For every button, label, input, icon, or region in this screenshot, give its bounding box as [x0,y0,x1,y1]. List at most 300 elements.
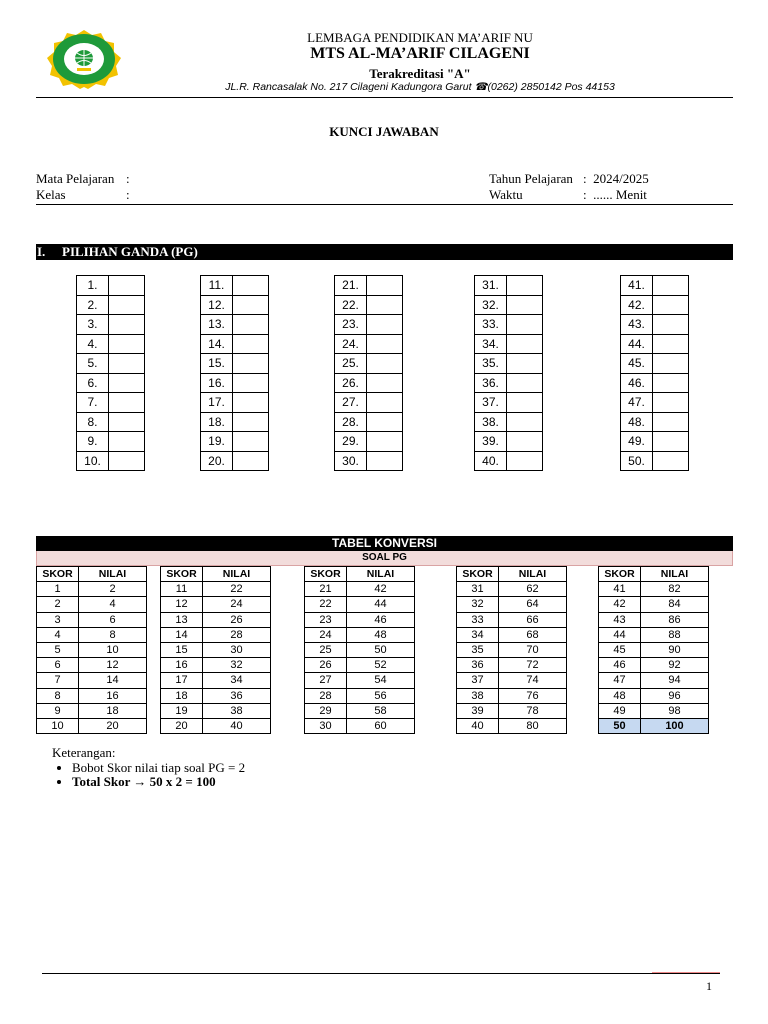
class-separator: : [126,187,130,202]
conversion-subtitle: SOAL PG [36,551,733,566]
skor-cell: 27 [305,673,347,688]
answer-row [475,432,543,452]
conversion-row [37,718,147,733]
skor-cell: 25 [305,642,347,657]
answer-cell[interactable] [653,451,689,471]
answer-cell[interactable] [233,412,269,432]
answer-cell[interactable] [367,315,403,335]
conversion-row [457,703,567,718]
question-number: 21. [335,276,367,296]
conversion-row [457,627,567,642]
question-number: 8. [77,412,109,432]
answer-row [201,412,269,432]
question-number: 35. [475,354,507,374]
conversion-row [37,627,147,642]
skor-cell: 20 [161,718,203,733]
nilai-cell: 24 [203,597,271,612]
answer-cell[interactable] [109,276,145,296]
nilai-cell: 68 [499,627,567,642]
skor-cell: 41 [599,582,641,597]
answer-cell[interactable] [367,373,403,393]
conversion-row [161,688,271,703]
answer-row [335,451,403,471]
skor-header: SKOR [457,567,499,582]
answer-cell[interactable] [233,393,269,413]
conversion-row [599,582,709,597]
answer-cell[interactable] [233,315,269,335]
answer-row [621,295,689,315]
conversion-table [160,566,271,734]
question-number: 40. [475,451,507,471]
answer-cell[interactable] [653,315,689,335]
nilai-cell: 32 [203,658,271,673]
answer-row [475,373,543,393]
nilai-cell: 52 [347,658,415,673]
notes-list [52,761,245,790]
answer-cell[interactable] [507,295,543,315]
skor-cell: 17 [161,673,203,688]
section-title: PILIHAN GANDA (PG) [62,244,198,259]
class-label: Kelas [36,187,66,202]
answer-row [475,276,543,296]
conversion-row [457,688,567,703]
conversion-row [37,582,147,597]
answer-grid-column [76,275,145,471]
question-number: 38. [475,412,507,432]
skor-cell: 2 [37,597,79,612]
answer-cell[interactable] [233,276,269,296]
note-item: • Bobot Skor nilai tiap soal PG = 2 [72,761,245,776]
question-number: 3. [77,315,109,335]
conversion-table [36,566,147,734]
answer-cell[interactable] [653,276,689,296]
nilai-cell: 28 [203,627,271,642]
nilai-cell: 42 [347,582,415,597]
nilai-cell: 18 [79,703,147,718]
school-name: MTS AL-MA’ARIF CILAGENI [310,45,530,62]
question-number: 11. [201,276,233,296]
nilai-cell: 58 [347,703,415,718]
conversion-row [161,673,271,688]
header-divider [36,97,733,98]
skor-cell: 16 [161,658,203,673]
answer-row [77,393,145,413]
nilai-header: NILAI [641,567,709,582]
answer-row [201,393,269,413]
skor-cell: 28 [305,688,347,703]
answer-row [77,334,145,354]
conversion-row [37,597,147,612]
answer-cell[interactable] [233,354,269,374]
conversion-row [305,718,415,733]
answer-row [201,276,269,296]
answer-row [77,295,145,315]
nilai-cell: 84 [641,597,709,612]
answer-cell[interactable] [507,276,543,296]
conversion-row [457,597,567,612]
answer-row [77,412,145,432]
conversion-row [161,627,271,642]
conversion-row [599,627,709,642]
nilai-cell: 14 [79,673,147,688]
note-item: • Total Skor → 50 x 2 = 100 [72,775,245,790]
conversion-row [599,612,709,627]
answer-cell[interactable] [507,334,543,354]
skor-cell: 23 [305,612,347,627]
question-number: 2. [77,295,109,315]
answer-cell[interactable] [109,334,145,354]
nilai-cell: 90 [641,642,709,657]
skor-cell: 9 [37,703,79,718]
conversion-row [305,612,415,627]
subject-label: Mata Pelajaran [36,171,115,186]
answer-cell[interactable] [109,354,145,374]
answer-row [621,393,689,413]
conversion-row [457,658,567,673]
nilai-cell: 70 [499,642,567,657]
nilai-cell: 64 [499,597,567,612]
answer-cell[interactable] [233,334,269,354]
answer-cell[interactable] [367,334,403,354]
question-number: 16. [201,373,233,393]
nilai-cell: 12 [79,658,147,673]
footer-rule [42,973,720,974]
skor-cell: 5 [37,642,79,657]
answer-row [77,276,145,296]
nilai-cell: 66 [499,612,567,627]
conversion-row [161,718,271,733]
conversion-row [305,642,415,657]
conversion-row [599,718,709,733]
question-number: 49. [621,432,653,452]
skor-cell: 48 [599,688,641,703]
conversion-row [37,703,147,718]
question-number: 39. [475,432,507,452]
nilai-cell: 74 [499,673,567,688]
answer-cell[interactable] [367,412,403,432]
conversion-row [305,627,415,642]
answer-row [475,295,543,315]
nilai-cell: 16 [79,688,147,703]
question-number: 33. [475,315,507,335]
section-number: I. [37,244,46,259]
nilai-cell: 92 [641,658,709,673]
answer-row [475,334,543,354]
question-number: 28. [335,412,367,432]
question-number: 37. [475,393,507,413]
answer-cell[interactable] [653,354,689,374]
question-number: 14. [201,334,233,354]
answer-cell[interactable] [367,451,403,471]
skor-cell: 44 [599,627,641,642]
answer-cell[interactable] [507,432,543,452]
answer-row [201,315,269,335]
answer-row [475,315,543,335]
nilai-cell: 2 [79,582,147,597]
conversion-row [37,612,147,627]
skor-cell: 33 [457,612,499,627]
question-number: 26. [335,373,367,393]
conversion-row [599,703,709,718]
answer-row [621,276,689,296]
answer-grid-column [334,275,403,471]
nilai-cell: 54 [347,673,415,688]
answer-grid-column [620,275,689,471]
accreditation: Terakreditasi "A" [369,66,471,81]
skor-cell: 39 [457,703,499,718]
nilai-header: NILAI [347,567,415,582]
nilai-cell: 94 [641,673,709,688]
conversion-row [599,673,709,688]
answer-cell[interactable] [653,295,689,315]
answer-row [621,412,689,432]
question-number: 18. [201,412,233,432]
question-number: 23. [335,315,367,335]
question-number: 13. [201,315,233,335]
answer-cell[interactable] [367,393,403,413]
nilai-cell: 30 [203,642,271,657]
nilai-cell: 56 [347,688,415,703]
question-number: 17. [201,393,233,413]
answer-cell[interactable] [507,451,543,471]
skor-cell: 7 [37,673,79,688]
answer-cell[interactable] [653,334,689,354]
answer-cell[interactable] [109,315,145,335]
skor-cell: 4 [37,627,79,642]
document-title: KUNCI JAWABAN [329,124,439,139]
nilai-cell: 36 [203,688,271,703]
nilai-cell: 34 [203,673,271,688]
answer-cell[interactable] [653,373,689,393]
question-number: 12. [201,295,233,315]
skor-cell: 19 [161,703,203,718]
question-number: 19. [201,432,233,452]
skor-cell: 50 [599,718,641,733]
answer-row [335,334,403,354]
nilai-cell: 10 [79,642,147,657]
nilai-cell: 76 [499,688,567,703]
skor-cell: 18 [161,688,203,703]
answer-cell[interactable] [653,412,689,432]
answer-row [77,451,145,471]
nilai-cell: 8 [79,627,147,642]
conversion-table [456,566,567,734]
skor-cell: 24 [305,627,347,642]
skor-cell: 15 [161,642,203,657]
skor-cell: 8 [37,688,79,703]
answer-cell[interactable] [109,412,145,432]
skor-header: SKOR [305,567,347,582]
skor-cell: 22 [305,597,347,612]
conversion-row [305,703,415,718]
answer-row [621,432,689,452]
conversion-row [599,658,709,673]
answer-cell[interactable] [233,295,269,315]
skor-header: SKOR [161,567,203,582]
skor-cell: 45 [599,642,641,657]
conversion-row [599,597,709,612]
conversion-row [161,703,271,718]
answer-row [475,451,543,471]
conversion-row [599,688,709,703]
question-number: 15. [201,354,233,374]
question-number: 34. [475,334,507,354]
nilai-cell: 72 [499,658,567,673]
answer-cell[interactable] [367,276,403,296]
answer-cell[interactable] [507,373,543,393]
skor-header: SKOR [599,567,641,582]
nilai-cell: 20 [79,718,147,733]
answer-cell[interactable] [109,432,145,452]
nilai-cell: 98 [641,703,709,718]
nilai-cell: 40 [203,718,271,733]
answer-cell[interactable] [507,412,543,432]
answer-grid-column [200,275,269,471]
conversion-row [161,582,271,597]
conversion-row [457,582,567,597]
nilai-cell: 86 [641,612,709,627]
answer-row [77,432,145,452]
answer-cell[interactable] [109,393,145,413]
answer-row [201,295,269,315]
conversion-header-row [599,567,709,582]
notes-heading: Keterangan: [52,745,116,760]
question-number: 6. [77,373,109,393]
question-number: 44. [621,334,653,354]
conversion-row [161,642,271,657]
answer-cell[interactable] [507,354,543,374]
nilai-header: NILAI [203,567,271,582]
conversion-row [161,597,271,612]
answer-row [335,295,403,315]
answer-cell[interactable] [507,315,543,335]
answer-row [475,354,543,374]
question-number: 1. [77,276,109,296]
nilai-cell: 22 [203,582,271,597]
skor-cell: 26 [305,658,347,673]
skor-cell: 21 [305,582,347,597]
answer-cell[interactable] [367,295,403,315]
skor-cell: 12 [161,597,203,612]
question-number: 25. [335,354,367,374]
year-label: Tahun Pelajaran [489,171,573,186]
answer-row [621,354,689,374]
nilai-cell: 48 [347,627,415,642]
skor-cell: 42 [599,597,641,612]
institution-name: LEMBAGA PENDIDIKAN MA’ARIF NU [307,30,533,45]
conversion-row [37,673,147,688]
answer-cell[interactable] [109,451,145,471]
answer-cell[interactable] [233,432,269,452]
skor-cell: 11 [161,582,203,597]
question-number: 47. [621,393,653,413]
answer-row [335,354,403,374]
answer-row [201,451,269,471]
question-number: 36. [475,373,507,393]
conversion-row [305,673,415,688]
nilai-cell: 46 [347,612,415,627]
conversion-row [599,642,709,657]
nilai-cell: 60 [347,718,415,733]
school-address: JL.R. Rancasalak No. 217 Cilageni Kadungora Garut ☎(0262) 2850142 Pos 44153 [225,81,615,93]
conversion-title: TABEL KONVERSI [36,536,733,551]
skor-cell: 3 [37,612,79,627]
answer-row [201,373,269,393]
answer-grid-column [474,275,543,471]
school-emblem-icon [40,28,128,90]
answer-cell[interactable] [367,354,403,374]
answer-cell[interactable] [367,432,403,452]
conversion-row [457,718,567,733]
question-number: 20. [201,451,233,471]
time-value: : ...... Menit [583,187,647,202]
answer-cell[interactable] [507,393,543,413]
nilai-cell: 100 [641,718,709,733]
answer-cell[interactable] [233,451,269,471]
year-value: : 2024/2025 [583,171,649,186]
conversion-header-row [161,567,271,582]
question-number: 29. [335,432,367,452]
answer-row [201,432,269,452]
question-number: 32. [475,295,507,315]
conversion-row [161,658,271,673]
answer-row [335,276,403,296]
nilai-cell: 78 [499,703,567,718]
skor-cell: 38 [457,688,499,703]
conversion-row [37,658,147,673]
conversion-row [457,612,567,627]
nilai-header: NILAI [79,567,147,582]
conversion-row [37,688,147,703]
question-number: 30. [335,451,367,471]
notes [52,746,245,790]
conversion-table [598,566,709,734]
answer-row [77,373,145,393]
question-number: 41. [621,276,653,296]
skor-header: SKOR [37,567,79,582]
nilai-cell: 62 [499,582,567,597]
answer-cell[interactable] [109,295,145,315]
question-number: 45. [621,354,653,374]
conversion-row [305,597,415,612]
answer-row [475,412,543,432]
question-number: 22. [335,295,367,315]
conversion-table [304,566,415,734]
answer-cell[interactable] [233,373,269,393]
nilai-cell: 96 [641,688,709,703]
question-number: 7. [77,393,109,413]
answer-cell[interactable] [653,432,689,452]
nilai-cell: 82 [641,582,709,597]
answer-cell[interactable] [653,393,689,413]
question-number: 9. [77,432,109,452]
conversion-row [457,673,567,688]
nilai-cell: 4 [79,597,147,612]
skor-cell: 46 [599,658,641,673]
skor-cell: 36 [457,658,499,673]
section-header [36,244,733,260]
answer-row [335,432,403,452]
conversion-header-row [37,567,147,582]
skor-cell: 49 [599,703,641,718]
skor-cell: 43 [599,612,641,627]
answer-row [77,354,145,374]
skor-cell: 31 [457,582,499,597]
answer-cell[interactable] [109,373,145,393]
conversion-row [305,688,415,703]
answer-row [77,315,145,335]
question-number: 24. [335,334,367,354]
